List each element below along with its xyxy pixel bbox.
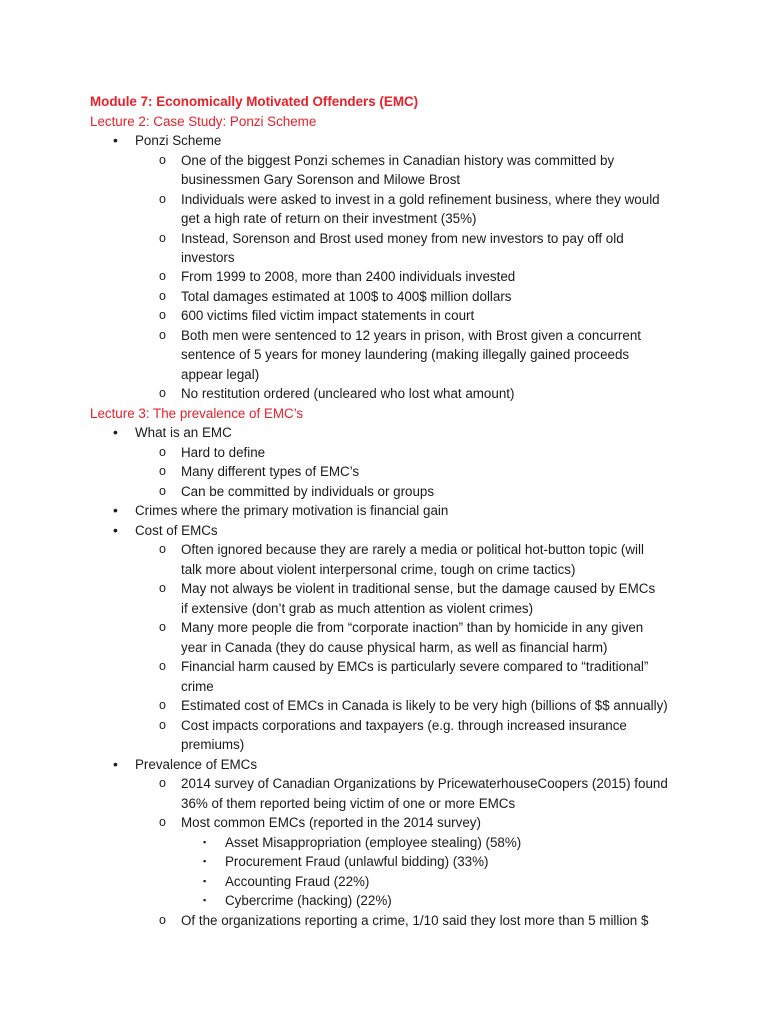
sub-list-item: Asset Misappropriation (employee stealing) (58%) <box>225 834 522 850</box>
list-item: Cost impacts corporations and taxpayers (e.g. through increased insurance <box>181 717 627 733</box>
circle-bullet-icon: o <box>159 776 166 790</box>
list-item: Of the organizations reporting a crime, 1/10 said they lost more than 5 million $ <box>181 912 649 928</box>
circle-bullet-icon: o <box>159 581 166 595</box>
list-item: Individuals were asked to invest in a gold refinement business, where they would <box>181 191 660 207</box>
list-item-cont: get a high rate of return on their investment (35%) <box>181 211 477 226</box>
list-item-cont: businessmen Gary Sorenson and Milowe Brost <box>181 172 461 187</box>
circle-bullet-icon: o <box>159 698 166 712</box>
circle-bullet-icon: o <box>159 542 166 556</box>
list-item: 600 victims filed victim impact statements in court <box>181 308 475 323</box>
list-item: Estimated cost of EMCs in Canada is likely to be very high (billions of $$ annually) <box>181 698 668 713</box>
square-bullet-icon: ▪ <box>203 895 207 905</box>
circle-bullet-icon: o <box>159 912 166 927</box>
cost-of-emcs-label: Cost of EMCs <box>135 522 218 538</box>
list-item-cont: 36% of them reported being victim of one or more EMCs <box>181 795 516 811</box>
list-item: Often ignored because they are rarely a media or political hot-button topic (will <box>181 542 644 557</box>
square-bullet-icon: ▪ <box>203 875 207 886</box>
circle-bullet-icon: o <box>159 152 166 167</box>
sub-list-item: Accounting Fraud (22%) <box>225 873 370 889</box>
sub-list-item: Procurement Fraud (unlawful bidding) (33%) <box>225 854 489 869</box>
circle-bullet-icon: o <box>159 230 166 245</box>
lecture-2-heading: Lecture 2: Case Study: Ponzi Scheme <box>90 113 317 129</box>
list-item-cont: premiums) <box>181 737 245 752</box>
ponzi-topic: Ponzi Scheme <box>135 133 222 148</box>
square-bullet-icon: ▪ <box>203 836 207 847</box>
list-item: Many more people die from “corporate inaction” than by homicide in any given <box>181 620 644 635</box>
list-item: Most common EMCs (reported in the 2014 survey) <box>181 815 481 830</box>
bullet-icon: • <box>113 502 118 518</box>
square-bullet-icon: ▪ <box>203 856 207 866</box>
circle-bullet-icon: o <box>159 308 166 322</box>
list-item: Hard to define <box>181 444 266 460</box>
prevalence-label: Prevalence of EMCs <box>135 756 258 772</box>
lecture-3-heading: Lecture 3: The prevalence of EMC’s <box>90 405 304 421</box>
list-item-cont: appear legal) <box>181 366 260 382</box>
circle-bullet-icon: o <box>159 288 166 303</box>
circle-bullet-icon: o <box>159 386 166 400</box>
circle-bullet-icon: o <box>159 815 166 829</box>
bullet-icon: • <box>113 755 118 772</box>
list-item-cont: if extensive (don’t grab as much attention as violent crimes) <box>181 600 534 616</box>
list-item: Instead, Sorenson and Brost used money from new investors to pay off old <box>181 230 624 246</box>
sub-list-item: Cybercrime (hacking) (22%) <box>225 893 392 908</box>
list-item-cont: sentence of 5 years for money laundering (making illegally gained proceeds <box>181 347 630 362</box>
list-item: Can be committed by individuals or groups <box>181 483 435 499</box>
list-item: No restitution ordered (uncleared who lost what amount) <box>181 386 515 401</box>
module-title: Module 7: Economically Motivated Offenders (EMC) <box>90 94 419 109</box>
list-item: Total damages estimated at 100$ to 400$ million dollars <box>181 288 512 304</box>
list-item: 2014 survey of Canadian Organizations by PricewaterhouseCoopers (2015) found <box>181 776 668 791</box>
circle-bullet-icon: o <box>159 464 166 478</box>
circle-bullet-icon: o <box>159 269 166 283</box>
circle-bullet-icon: o <box>159 327 166 342</box>
list-item-cont: investors <box>181 250 235 265</box>
list-item: May not always be violent in traditional sense, but the damage caused by EMCs <box>181 581 656 596</box>
circle-bullet-icon: o <box>159 444 166 459</box>
list-item: One of the biggest Ponzi schemes in Canadian history was committed by <box>181 152 615 168</box>
bullet-icon: • <box>113 132 118 148</box>
list-item-cont: talk more about violent interpersonal crime, tough on crime tactics) <box>181 561 576 577</box>
circle-bullet-icon: o <box>159 620 166 634</box>
list-item-cont: year in Canada (they do cause physical harm, as well as financial harm) <box>181 639 608 655</box>
list-item-cont: crime <box>181 678 214 694</box>
list-item: From 1999 to 2008, more than 2400 individuals invested <box>181 269 516 284</box>
crimes-definition: Crimes where the primary motivation is financial gain <box>135 503 449 518</box>
what-is-emc-label: What is an EMC <box>135 425 232 440</box>
circle-bullet-icon: o <box>159 483 166 498</box>
bullet-icon: • <box>113 424 118 440</box>
list-item: Many different types of EMC’s <box>181 464 360 479</box>
circle-bullet-icon: o <box>159 191 166 206</box>
circle-bullet-icon: o <box>159 717 166 732</box>
list-item: Financial harm caused by EMCs is particularly severe compared to “traditional” <box>181 659 649 674</box>
list-item: Both men were sentenced to 12 years in prison, with Brost given a concurrent <box>181 327 641 343</box>
bullet-icon: • <box>113 521 118 538</box>
circle-bullet-icon: o <box>159 659 166 673</box>
